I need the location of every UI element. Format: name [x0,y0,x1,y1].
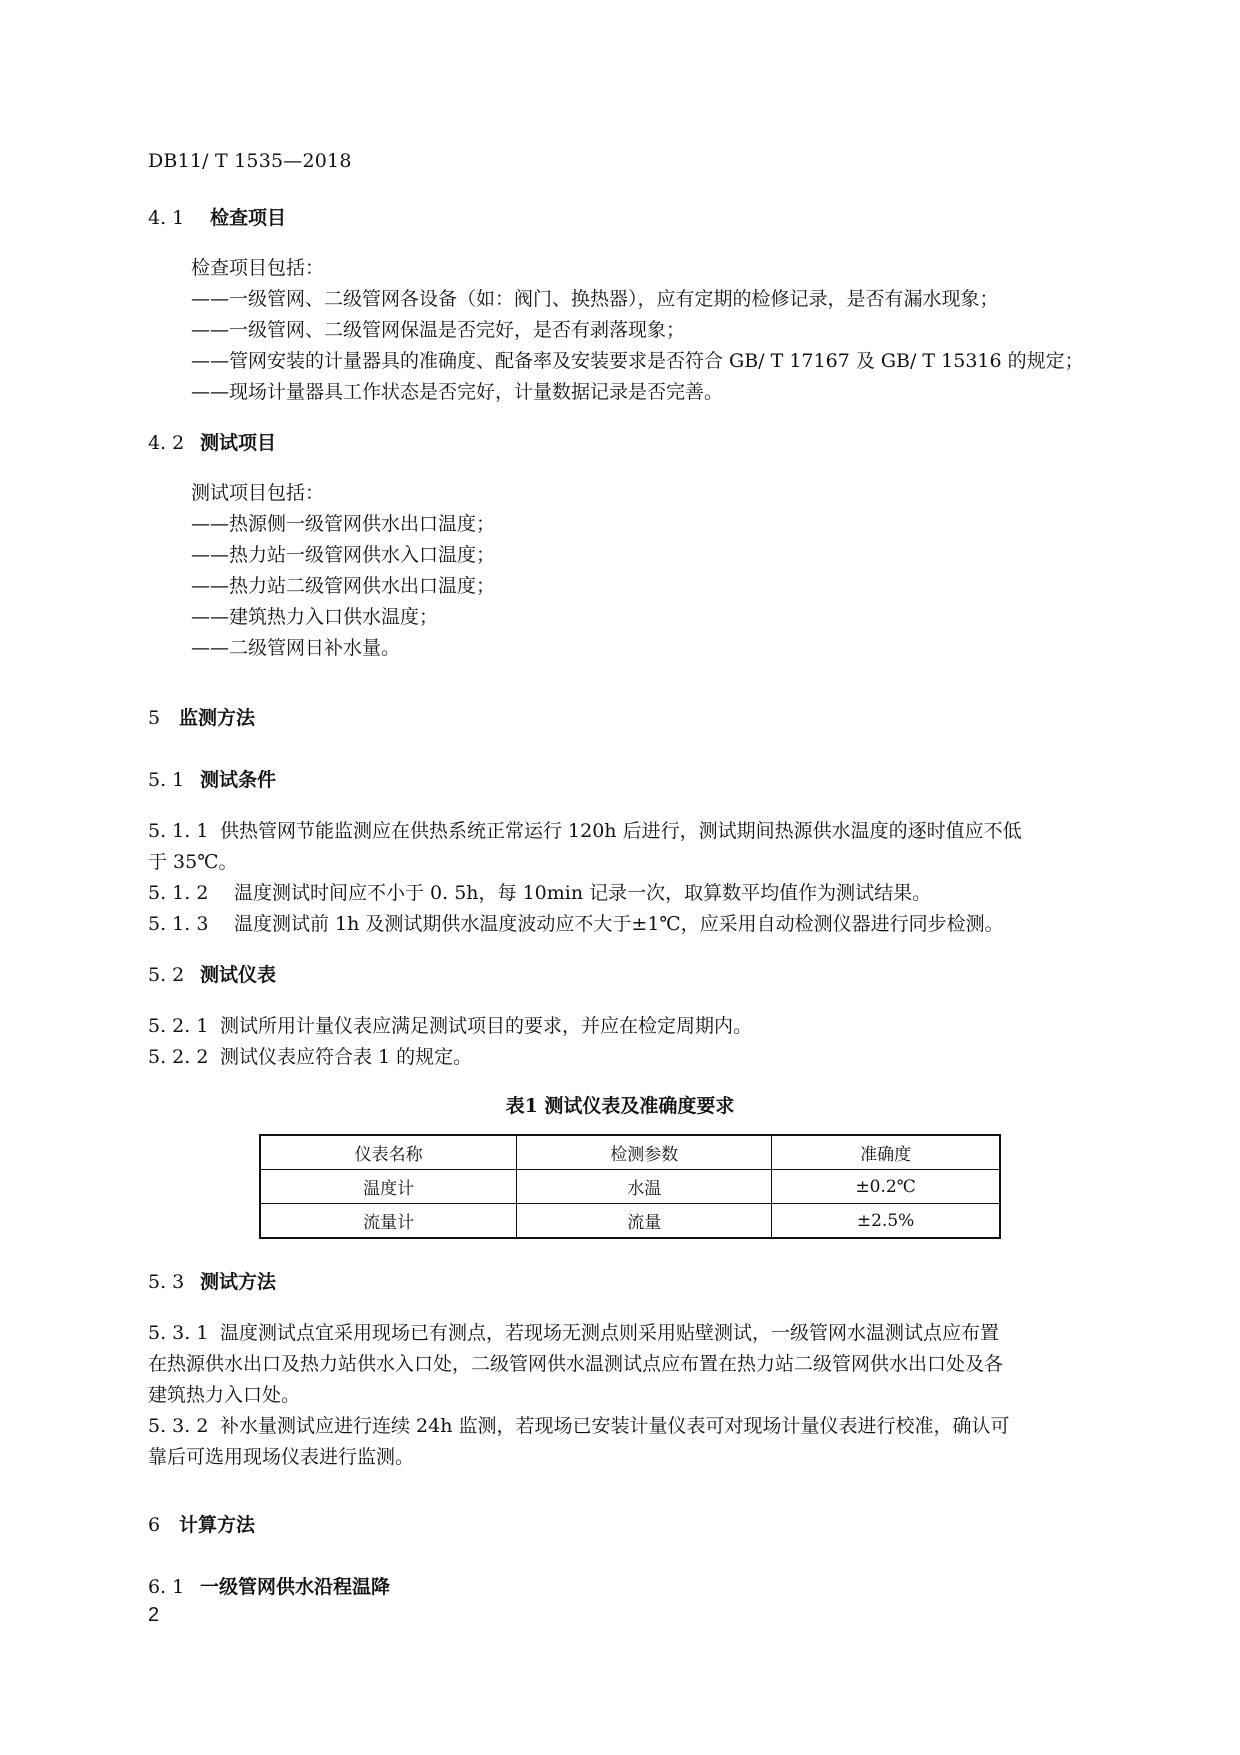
clause-5-1-1 [148,816,1022,843]
section-6-1-heading [148,1572,390,1599]
clause-text: 补水量测试应进行连续 24h 监测，若现场已安装计量仪表可对现场计量仪表进行校准，确认可 [220,1415,1010,1437]
clause-5-3-2 [148,1411,1010,1438]
table-row [260,1204,1000,1239]
list-item: ——热源侧一级管网供水出口温度； [191,513,496,535]
clause-5-1-3 [148,909,1004,936]
clause-text: 温度测试前 1h 及测试期供水温度波动应不大于±1℃，应采用自动检测仪器进行同步检测。 [234,913,1004,935]
section-5-2-heading [148,960,276,987]
section-4-2-heading [148,428,276,455]
clause-number: 5. 2. 2 [148,1046,209,1068]
clause-5-3-1 [148,1318,999,1345]
clause-text: 温度测试时间应不小于 0. 5h，每 10min 记录一次，取算数平均值作为测试结果。 [234,882,932,904]
section-title: 计算方法 [179,1514,256,1536]
list-item: ——现场计量器具工作状态是否完好，计量数据记录是否完善。 [191,381,724,403]
section-title: 测试方法 [200,1271,277,1293]
section-4-2-intro: 测试项目包括： [191,482,325,504]
section-6-heading [148,1510,255,1537]
clause-5-2-2 [148,1042,472,1069]
table-header-cell: 仪表名称 [260,1135,517,1170]
clause-number: 5. 1. 1 [148,820,209,842]
clause-text: 测试仪表应符合表 1 的规定。 [220,1046,473,1068]
section-number: 4. 2 [148,432,185,454]
clause-5-1-2 [148,878,931,905]
table-header-cell: 准确度 [772,1135,1000,1170]
standard-code: DB11/ T 1535—2018 [148,150,352,172]
section-number: 5. 3 [148,1271,185,1293]
section-5-1-heading [148,765,276,792]
page-number: 2 [148,1604,160,1626]
table-cell: ±2.5% [772,1204,1000,1239]
table-cell: ±0.2℃ [772,1170,1000,1204]
section-number: 5. 2 [148,964,185,986]
list-item: ——建筑热力入口供水温度； [191,606,439,628]
section-number: 5. 1 [148,769,185,791]
clause-text: 测试所用计量仪表应满足测试项目的要求，并应在检定周期内。 [220,1015,753,1037]
section-title: 测试项目 [200,432,277,454]
list-item: ——管网安装的计量器具的准确度、配备率及安装要求是否符合 GB/ T 17167 及 GB/ T 15316 的规定； [191,350,1084,372]
section-title: 测试条件 [200,769,277,791]
clause-5-3-1-continuation: 在热源供水出口及热力站供水入口处，二级管网供水温测试点应布置在热力站二级管网供水出口处及各 [148,1353,1004,1375]
clause-number: 5. 1. 3 [148,913,209,935]
clause-5-1-1-continuation: 于 35℃。 [148,851,238,873]
section-title: 检查项目 [210,207,287,229]
clause-text: 温度测试点宜采用现场已有测点，若现场无测点则采用贴壁测试，一级管网水温测试点应布置 [220,1322,1000,1344]
section-number: 4. 1 [148,207,185,229]
list-item: ——热力站一级管网供水入口温度； [191,544,496,566]
clause-5-2-1 [148,1011,752,1038]
table-header-cell: 检测参数 [517,1135,772,1170]
clause-number: 5. 3. 1 [148,1322,209,1344]
clause-5-3-2-continuation: 靠后可选用现场仪表进行监测。 [148,1446,415,1468]
section-title: 监测方法 [179,707,256,729]
clause-text: 供热管网节能监测应在供热系统正常运行 120h 后进行，测试期间热源供水温度的逐时值应不低 [220,820,1022,842]
list-item: ——一级管网、二级管网各设备（如：阀门、换热器），应有定期的检修记录，是否有漏水现象； [191,288,999,310]
section-4-1-heading [148,203,286,230]
table-cell: 水温 [517,1170,772,1204]
instrument-table [259,1134,1001,1239]
clause-number: 5. 1. 2 [148,882,209,904]
section-4-1-intro: 检查项目包括： [191,257,325,279]
section-number: 5 [148,707,161,729]
table-caption: 表1 测试仪表及准确度要求 [505,1095,735,1117]
table-row [260,1170,1000,1204]
section-title: 一级管网供水沿程温降 [200,1576,391,1598]
clause-number: 5. 2. 1 [148,1015,209,1037]
list-item: ——热力站二级管网供水出口温度； [191,575,496,597]
section-number: 6 [148,1514,161,1536]
table-cell: 流量 [517,1204,772,1239]
list-item: ——一级管网、二级管网保温是否完好，是否有剥落现象； [191,319,686,341]
list-item: ——二级管网日补水量。 [191,637,401,659]
section-title: 测试仪表 [200,964,277,986]
clause-number: 5. 3. 2 [148,1415,209,1437]
table-cell: 温度计 [260,1170,517,1204]
section-number: 6. 1 [148,1576,185,1598]
section-5-heading [148,703,255,730]
table-header-row [260,1135,1000,1170]
clause-5-3-1-continuation: 建筑热力入口处。 [148,1384,301,1406]
table-cell: 流量计 [260,1204,517,1239]
section-5-3-heading [148,1267,276,1294]
